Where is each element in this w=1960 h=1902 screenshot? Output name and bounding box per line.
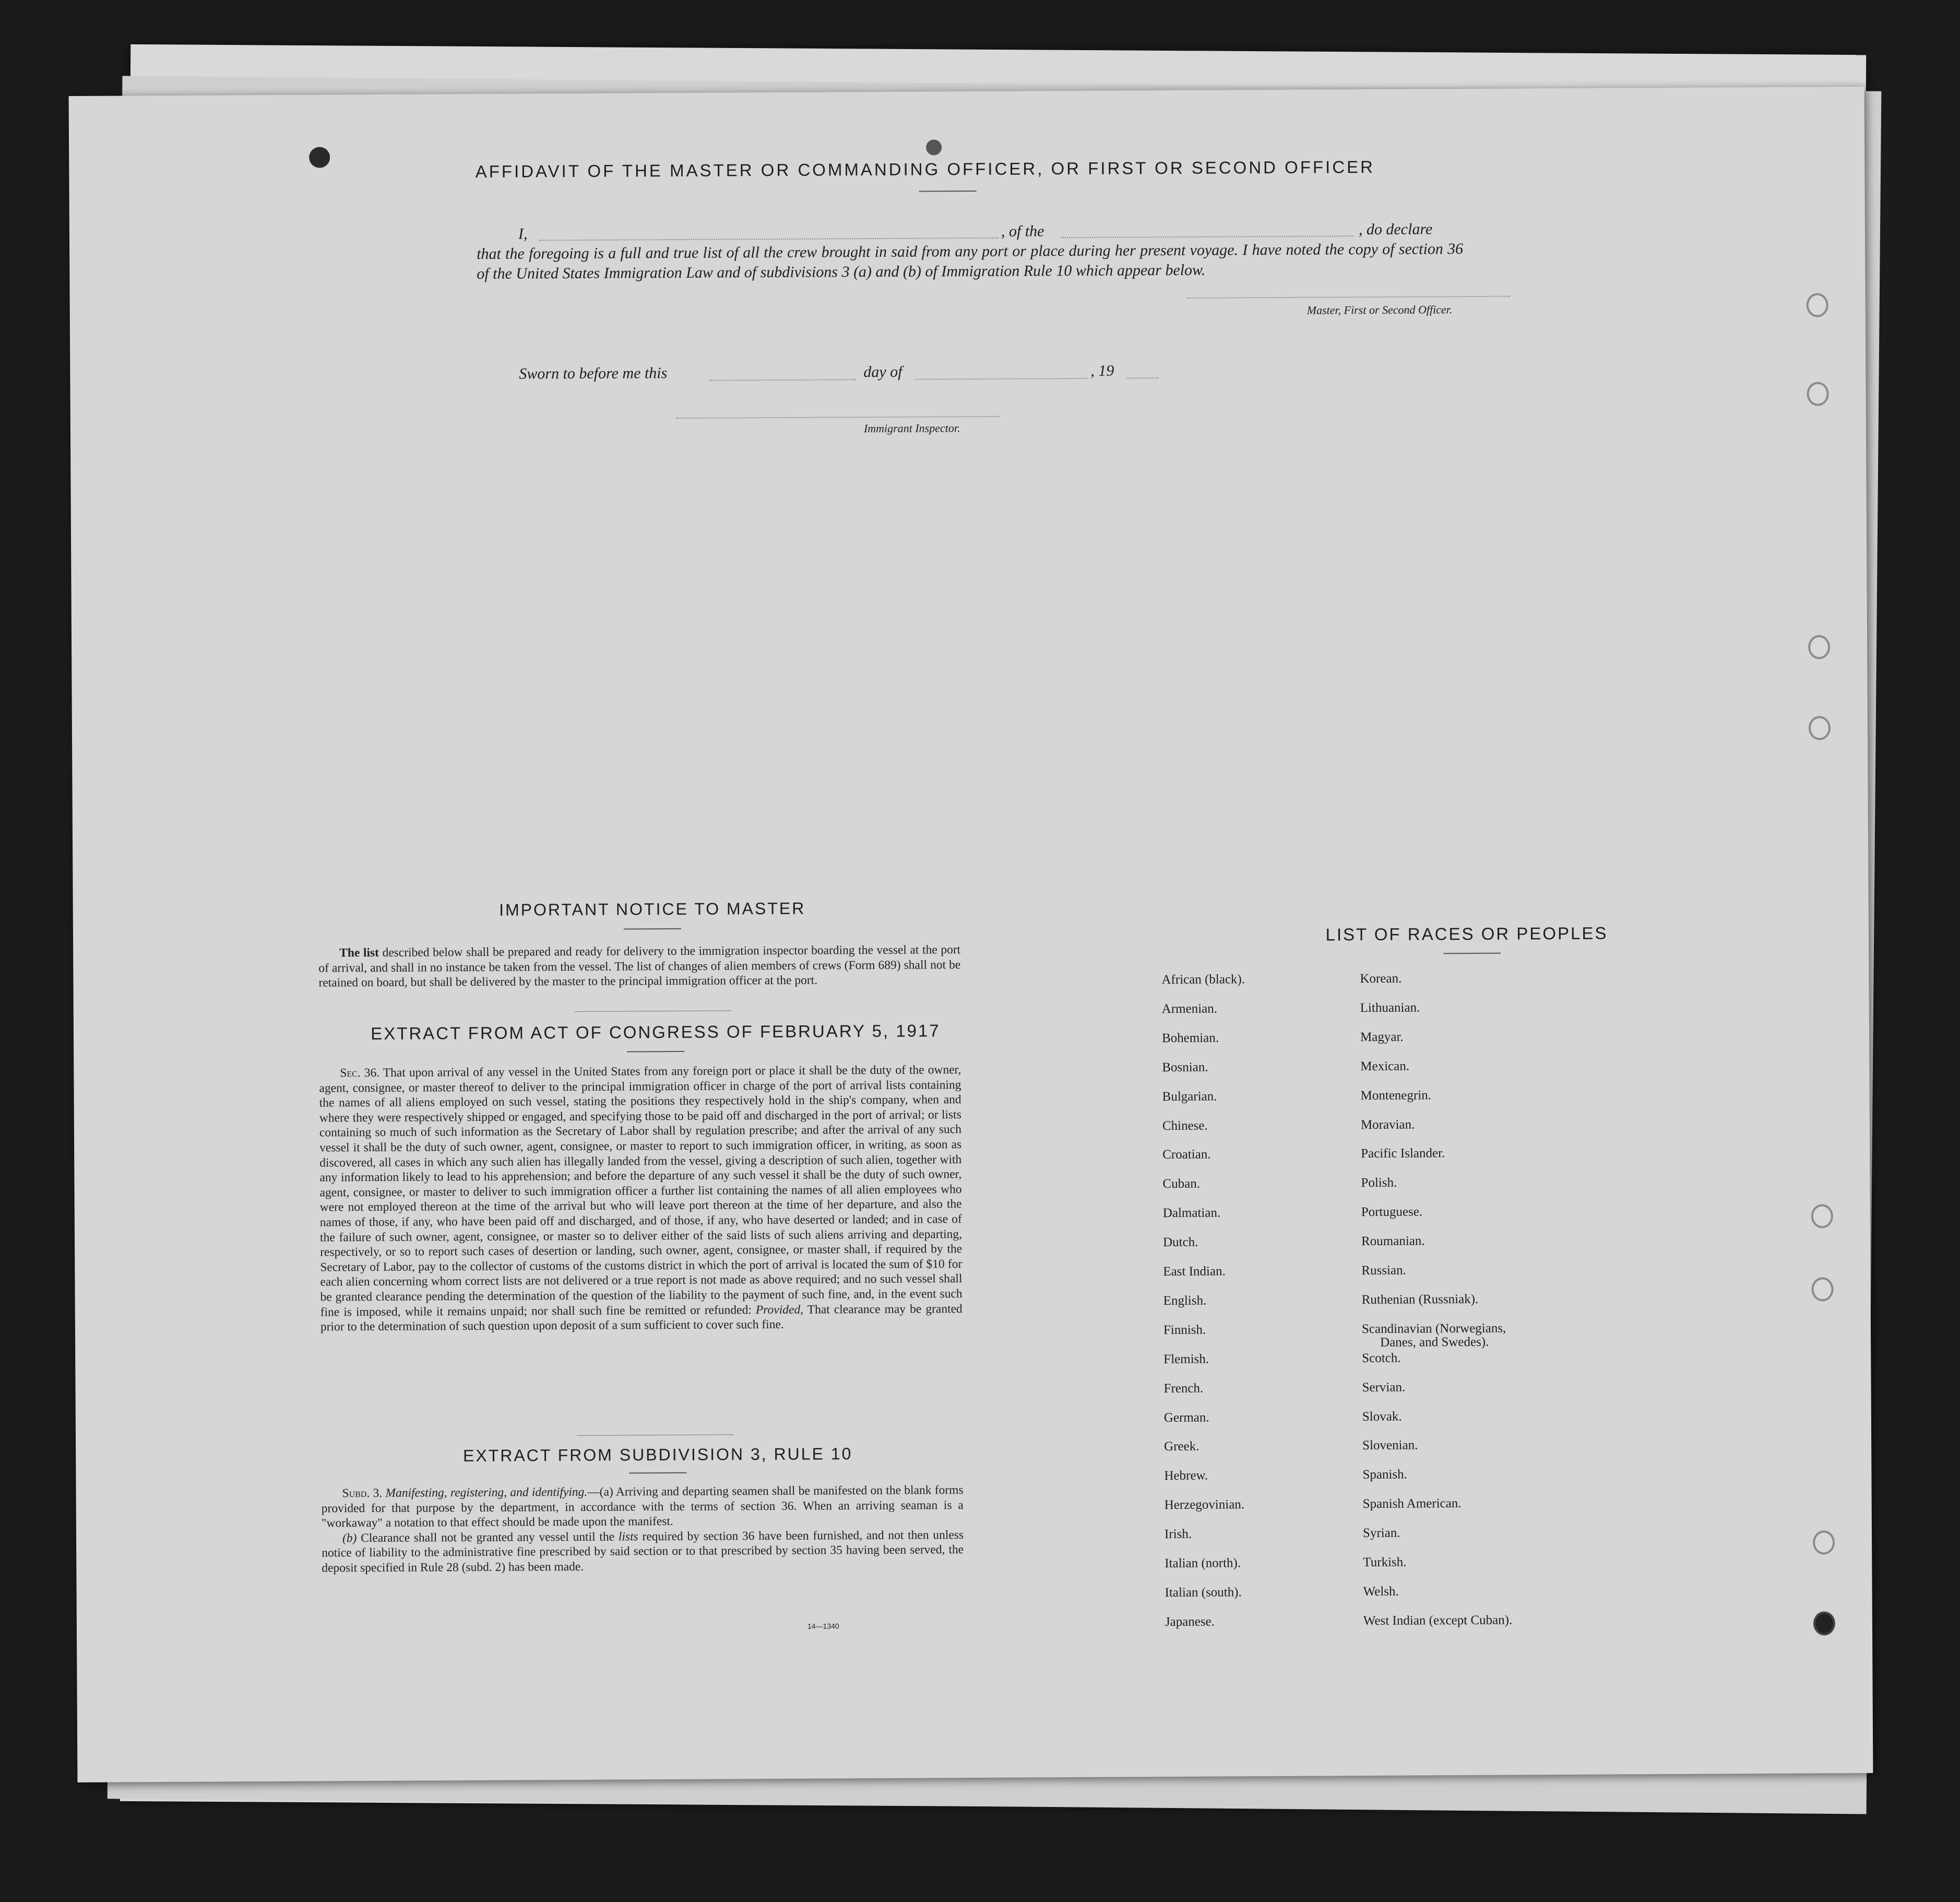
notice-body: described below shall be prepared and ready for delivery to the immigration inspector boarding the vessel at the port of arrival, and shall in no instance be taken from the vessel. The list of changes of alien members of crews (Form 689) shall not be retained on board, but shall be delivered by the master to the principal immigration officer at the port. — [318, 943, 961, 990]
act-title: EXTRACT FROM ACT OF CONGRESS OF FEBRUARY 5, 1917 — [371, 1021, 941, 1044]
notice-lead: The list — [339, 946, 379, 960]
race-item: Japanese. — [1165, 1614, 1215, 1629]
master-signature-line — [1187, 295, 1511, 299]
race-item: Flemish. — [1163, 1352, 1209, 1366]
proviso-label: Provided, — [755, 1303, 804, 1317]
race-item: Spanish. — [1362, 1467, 1407, 1482]
act-divider — [577, 1434, 733, 1436]
notice-title: IMPORTANT NOTICE TO MASTER — [499, 899, 806, 919]
punch-hole-center — [926, 139, 942, 155]
race-item: Russian. — [1361, 1263, 1406, 1278]
subdivision-underline — [629, 1472, 686, 1474]
race-item: Bohemian. — [1161, 1031, 1219, 1045]
race-item: Montenegrin. — [1360, 1088, 1432, 1103]
race-item: Finnish. — [1163, 1322, 1206, 1337]
race-item: German. — [1163, 1410, 1209, 1425]
name-blank — [539, 226, 999, 241]
affidavit-body: that the foregoing is a full and true list of all the crew brought in said from any port or place during her present voyage. I have noted the copy of section 36 of the United States Immigration Law and of subdivisions 3 (a) and (b) of Immigration Rule 10 which appear below. — [477, 240, 1464, 282]
notice-divider — [575, 1010, 731, 1012]
race-item: Spanish American. — [1362, 1496, 1462, 1511]
race-item: Welsh. — [1363, 1584, 1399, 1599]
race-item: Syrian. — [1362, 1526, 1400, 1541]
inspector-signature-line — [676, 415, 1000, 419]
race-item: Dalmatian. — [1162, 1206, 1221, 1221]
binder-hole — [1808, 635, 1830, 659]
sec-label: Sec. 36. — [340, 1066, 380, 1080]
year-text: , 19 — [1090, 362, 1114, 380]
race-item: Slovak. — [1362, 1409, 1402, 1424]
race-item: Bulgarian. — [1162, 1089, 1217, 1104]
subd-label: Subd. 3. — [342, 1486, 383, 1501]
notice-text — [318, 942, 960, 990]
race-item: Scandinavian (Norwegians, — [1361, 1321, 1506, 1336]
race-item: African (black). — [1161, 972, 1245, 987]
race-item: Italian (north). — [1165, 1556, 1241, 1571]
binder-hole — [1813, 1530, 1835, 1554]
act-underline — [627, 1051, 684, 1053]
race-item: Cuban. — [1162, 1177, 1201, 1191]
day-blank — [709, 368, 856, 381]
subd-b-italic: lists — [618, 1530, 638, 1544]
title-underline — [919, 191, 977, 192]
race-item: Magyar. — [1360, 1030, 1404, 1044]
notice-underline — [624, 928, 681, 930]
subd-b-text-2: required by section 36 have been furnished, and not then unless notice of liability to the administrative fine prescribed by said section or to that prescribed by section 35 having been served, the deposit specified in Rule 28 (subd. 2) has been made. — [322, 1528, 964, 1575]
of-the: , of the — [1001, 222, 1044, 240]
race-item: French. — [1163, 1381, 1204, 1396]
race-item: Polish. — [1361, 1176, 1397, 1190]
race-item: Mexican. — [1360, 1059, 1410, 1073]
subd-a-text: —(a) Arriving and departing seamen shall be manifested on the blank forms provided for that purpose by the department, in accordance with the terms of section 36. When an arriving seaman is a "workaway" a notation to that effect should be made upon the manifest. — [321, 1483, 964, 1530]
race-item: Lithuanian. — [1360, 1000, 1420, 1015]
subd-italic: Manifesting, registering, and identifying. — [385, 1485, 588, 1500]
affidavit-text — [477, 219, 1464, 284]
year-blank — [1127, 366, 1158, 379]
races-underline — [1443, 953, 1501, 954]
race-item: East Indian. — [1163, 1264, 1226, 1279]
affidavit-title: AFFIDAVIT OF THE MASTER OR COMMANDING OFFICER, OR FIRST OR SECOND OFFICER — [475, 157, 1375, 181]
sworn-text: Sworn to before me this — [519, 364, 668, 383]
race-item: Greek. — [1164, 1439, 1199, 1454]
form-number: 14—1340 — [807, 1622, 839, 1631]
race-item: Pacific Islander. — [1361, 1146, 1445, 1161]
do-declare: , do declare — [1358, 220, 1433, 239]
race-item: Moravian. — [1360, 1117, 1415, 1132]
race-item: Portuguese. — [1361, 1204, 1423, 1220]
race-item: Bosnian. — [1162, 1060, 1208, 1074]
race-item: Dutch. — [1163, 1235, 1198, 1250]
race-item: Hebrew. — [1164, 1468, 1208, 1483]
race-item: English. — [1163, 1293, 1207, 1308]
subd-b-text-1: Clearance shall not be granted any vessel until the — [361, 1530, 615, 1545]
race-item: West Indian (except Cuban). — [1363, 1613, 1513, 1628]
binder-hole — [1811, 1277, 1833, 1301]
race-item: Ruthenian (Russniak). — [1361, 1292, 1479, 1307]
binder-hole — [1809, 716, 1831, 740]
race-item: Armenian. — [1161, 1001, 1218, 1016]
race-item: Slovenian. — [1362, 1438, 1418, 1453]
sworn-line — [519, 361, 1250, 386]
subdivision-title: EXTRACT FROM SUBDIVISION 3, RULE 10 — [462, 1444, 853, 1466]
inspector-caption: Immigrant Inspector. — [863, 421, 960, 435]
binder-hole — [1807, 382, 1828, 406]
race-item: Chinese. — [1162, 1118, 1208, 1133]
binder-hole — [1807, 293, 1828, 317]
manifest-page — [69, 87, 1873, 1782]
act-text — [319, 1062, 963, 1334]
race-item: Irish. — [1164, 1527, 1192, 1542]
binder-hole — [1811, 1204, 1833, 1228]
punch-hole-left — [309, 147, 330, 168]
race-item: Korean. — [1360, 971, 1402, 986]
race-item: Roumanian. — [1361, 1234, 1425, 1249]
vessel-blank — [1061, 224, 1353, 238]
binder-hole — [1813, 1611, 1835, 1635]
race-item: Servian. — [1362, 1380, 1406, 1395]
day-of: day of — [863, 363, 902, 381]
affidavit-i: I, — [518, 225, 528, 243]
races-title: LIST OF RACES OR PEOPLES — [1325, 923, 1608, 944]
race-item: Danes, and Swedes). — [1380, 1334, 1489, 1350]
race-item: Croatian. — [1162, 1147, 1211, 1162]
race-item: Italian (south). — [1165, 1585, 1242, 1600]
subd-b-label: (b) — [342, 1531, 357, 1545]
race-item: Herzegovinian. — [1164, 1497, 1245, 1513]
race-item: Turkish. — [1363, 1555, 1407, 1570]
subdivision-text — [322, 1483, 964, 1576]
act-body: That upon arrival of any vessel in the United States from any foreign port or place it shall be the duty of the owner, agent, consignee, or master thereof to deliver to the principal immigration officer in charge of the port of arrival lists containing the names of all aliens employed on such vessel, stating the positions they respectively hold in the ship's company, when and where they were respectively shipped or engaged, and specifying those to be paid off and discharged in the port of arrival; or lists containing so much of such information as the Secretary of Labor shall by regulation prescribe; and after the arrival of any such vessel it shall be the duty of such owner, agent, consignee, or master to report to such immigration officer, in writing, as soon as discovered, all cases in which any such alien has illegally landed from the vessel, giving a description of such alien, together with any information likely to lead to his apprehension; and before the departure of any such vessel it shall be the duty of such owner, agent, consignee, or master to deliver to such immigration officer a further list containing the names of all alien employees who were not employed thereon at the time of the arrival but who will leave port thereon at the time of her departure, and also the names of those, if any, who have been paid off and discharged, and of those, if any, who have deserted or landed; and in case of the failure of such owner, agent, consignee, or master so to deliver either of the said lists of such aliens arriving and departing, respectively, or so to report such cases of desertion or landing, such owner, agent, consignee, or master shall, if required by the Secretary of Labor, pay to the collector of customs of the customs district in which the port of arrival is located the sum of $10 for each alien concerning whom correct lists are not delivered or a true report is not made as above required; and no such vessel shall be granted clearance pending the determination of the question of the liability to the payment of such fine, and, in the event such fine is imposed, while it remains unpaid; nor shall such fine be remitted or refunded: — [319, 1063, 963, 1319]
race-item: Scotch. — [1362, 1351, 1401, 1365]
month-blank — [916, 367, 1088, 380]
proviso-text: That clearance may be granted prior to the determination of such question upon deposit of a sum sufficient to cover such fine. — [320, 1302, 963, 1334]
master-signature-caption: Master, First or Second Officer. — [1306, 303, 1453, 317]
